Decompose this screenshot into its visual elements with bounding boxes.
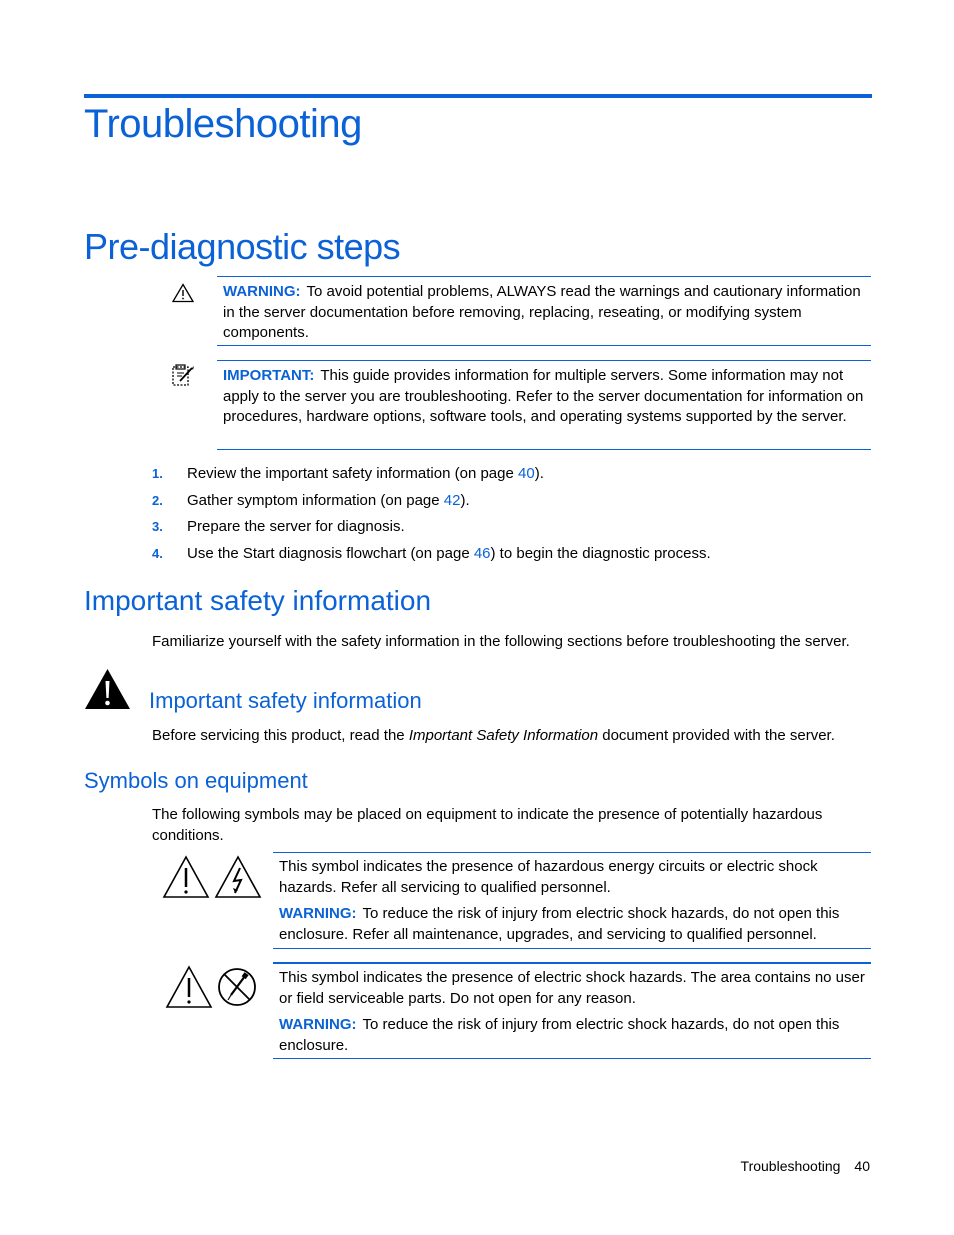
symbol2-warning: [279, 1014, 865, 1056]
step-text-end: ) to begin the diagnostic process.: [490, 544, 711, 562]
step-text: Use the Start diagnosis flowchart (on page: [187, 544, 474, 562]
symbol1-warning: [279, 903, 865, 945]
step-item: [152, 463, 711, 490]
safety-section-title: Important safety information: [84, 585, 432, 616]
symbols-intro: The following symbols may be placed on equipment to indicate the presence of potentially hazardous conditions.: [152, 806, 823, 844]
safety-doc-title: Important Safety Information: [408, 727, 599, 744]
step-number: 2.: [152, 492, 163, 508]
safety-body: [152, 725, 870, 746]
page-link[interactable]: 42: [443, 491, 461, 509]
step-number: 4.: [152, 545, 163, 561]
warning-text: To avoid potential problems, ALWAYS read the warnings and cautionary information in the server documentation before removing, replacing, reseating, or modifying system components.: [223, 283, 861, 341]
page-footer: [741, 1158, 870, 1174]
step-number: 3.: [152, 519, 163, 534]
step-item: [152, 516, 711, 543]
electric-shock-hazard-symbol-icon: [162, 855, 262, 899]
safety-intro: Familiarize yourself with the safety information in the following sections before troubleshooting the server.: [152, 633, 850, 650]
step-text: Gather symptom information (on page: [187, 491, 444, 509]
footer-section: Troubleshooting: [740, 1158, 841, 1174]
symbol2-warning-label: WARNING:: [279, 1016, 357, 1033]
safety-subtitle: Important safety information: [149, 688, 422, 713]
symbol1-warning-label: WARNING:: [279, 905, 357, 922]
step-text: Prepare the server for diagnosis.: [187, 518, 405, 535]
section-title: Pre-diagnostic steps: [84, 226, 401, 267]
step-item: [152, 543, 711, 570]
page-link[interactable]: 46: [473, 544, 491, 562]
symbol1-box: [273, 852, 871, 949]
page-link[interactable]: 40: [518, 465, 535, 482]
important-label: IMPORTANT:: [223, 367, 315, 384]
page-number: 40: [854, 1158, 870, 1174]
safety-body-end: document provided with the server.: [598, 727, 835, 744]
step-item: [152, 490, 711, 517]
warning-icon: [172, 283, 194, 303]
chapter-rule: [84, 94, 872, 98]
symbol1-warning-text: To reduce the risk of injury from electric shock hazards, do not open this enclosure. Refer all maintenance, upgrades, and servicing to qualified personnel.: [279, 905, 840, 943]
symbol1-description: This symbol indicates the presence of hazardous energy circuits or electric shock hazards. Refer all servicing to qualified personnel.: [279, 858, 818, 896]
warning-note: [217, 276, 871, 346]
important-note: [217, 360, 871, 450]
symbol2-box: [273, 962, 871, 1059]
step-number: 1.: [152, 466, 163, 481]
step-text-end: ).: [460, 491, 470, 509]
important-clipboard-icon: [171, 363, 195, 387]
pre-diagnostic-steps-list: [152, 463, 711, 569]
symbol2-warning-text: To reduce the risk of injury from electric shock hazards, do not open this enclosure.: [279, 1016, 840, 1054]
warning-label: WARNING:: [223, 283, 301, 300]
hazard-warning-icon: [84, 668, 131, 710]
step-text-end: ).: [534, 465, 544, 482]
symbol2-description: This symbol indicates the presence of electric shock hazards. The area contains no user or field serviceable parts. Do not open for any reason.: [279, 969, 865, 1007]
symbols-section-title: Symbols on equipment: [84, 768, 308, 793]
important-text: This guide provides information for multiple servers. Some information may not apply to the server you are troubleshooting. Refer to the server documentation for information on procedures, hardware options, software tools, and operating systems supported by the server.: [223, 367, 864, 425]
step-text: Review the important safety information (on page: [187, 465, 519, 482]
chapter-title: Troubleshooting: [84, 102, 362, 146]
no-user-serviceable-parts-icon: [165, 965, 259, 1009]
safety-body-start: Before servicing this product, read the: [152, 727, 409, 744]
